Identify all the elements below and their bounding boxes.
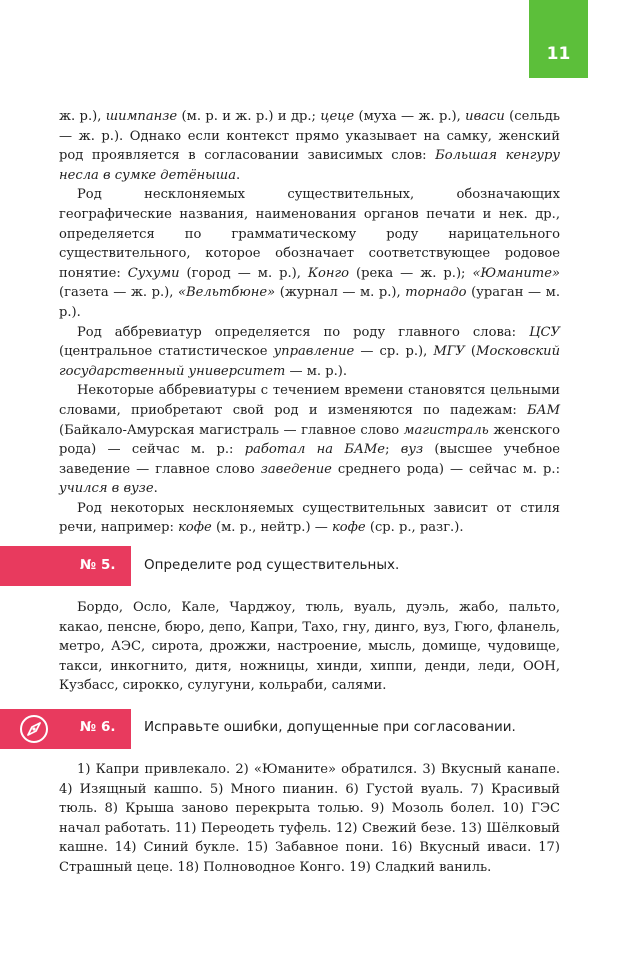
paragraph-3: Род аббревиатур определяется по роду главного слова: ЦСУ (центральное статистическое управление — ср. р.), МГУ (Московский государственный университет — м. р.). bbox=[59, 324, 561, 379]
task-5-text: Бордо, Осло, Кале, Чарджоу, тюль, вуаль, дуэль, жабо, пальто, какао, пенсне, бюро, депо, Капри, Тахо, гну, динго, вуз, Гюго, фланель, метро, АЭС, сирота, дрожжи, настроение, мысль, домище, чудовище, такси, инкогнито, дитя, ножницы, хинди, хиппи, денди, леди, ООН, Кузбасс, сирокко, сулугуни, кольраби, салями. bbox=[59, 600, 560, 694]
compass-icon bbox=[18, 713, 50, 745]
paragraph-2: Род несклоняемых существительных, обозначающих географические названия, наименования органов печати и нек. др., определяется по грамматическому роду нарицательного существительного, которое обозначает соответствующее родовое понятие: Сухуми (город — м. р.), Конго (река — ж. р.); «Юманите» (газета — ж. р.), «Вельтбюне» (журнал — м. р.), торнадо (ураган — м. р.). bbox=[59, 187, 560, 320]
task-5-title: Определите род существительных. bbox=[144, 557, 400, 573]
task-5-body bbox=[59, 598, 560, 696]
paragraph-5: Род некоторых несклоняемых существительных зависит от стиля речи, например: кофе (м. р., нейтр.) — кофе (ср. р., разг.). bbox=[59, 500, 560, 536]
task-6-body bbox=[59, 760, 560, 878]
paragraph-4: Некоторые аббревиатуры с течением времени становятся цельными словами, приобретают свой род и изменяются по падежам: БАМ (Байкало-Амурская магистраль — главное слово магистраль женского рода) — сейчас м. р.: работал на БАМе; вуз (высшее учебное заведение — главное слово заведение среднего рода) — сейчас м. р.: учился в вузе. bbox=[59, 383, 560, 497]
task-6-text: 1) Капри привлекало. 2) «Юманите» обратился. 3) Вкусный канапе. 4) Изящный кашпо. 5) Много пианин. 6) Густой вуаль. 7) Красивый тюль. 8) Крыша заново перекрыта толью. 9) Мозоль болел. 10) ГЭС начал работать. 11) Переодеть туфель. 12) Свежий безе. 13) Шёлковый кашне. 14) Синий букле. 15) Забавное пони. 16) Вкусный иваси. 17) Страшный цеце. 18) Полноводное Конго. 19) Сладкий ваниль. bbox=[59, 762, 560, 875]
paragraph-1: ж. р.), шимпанзе (м. р. и ж. р.) и др.; цеце (муха — ж. р.), иваси (сельдь — ж. р.). Однако если контекст прямо указывает на самку, женский род проявляется в согласовании зависимых слов: Большая кенгуру несла в сумке детёныша. bbox=[59, 109, 560, 183]
page-number: 11 bbox=[546, 44, 571, 64]
task-6-number: № 6. bbox=[80, 719, 116, 735]
theory-text bbox=[59, 107, 560, 538]
task-6-title: Исправьте ошибки, допущенные при согласовании. bbox=[144, 719, 516, 735]
task-5-number: № 5. bbox=[80, 557, 116, 573]
page-number-badge bbox=[529, 0, 588, 78]
